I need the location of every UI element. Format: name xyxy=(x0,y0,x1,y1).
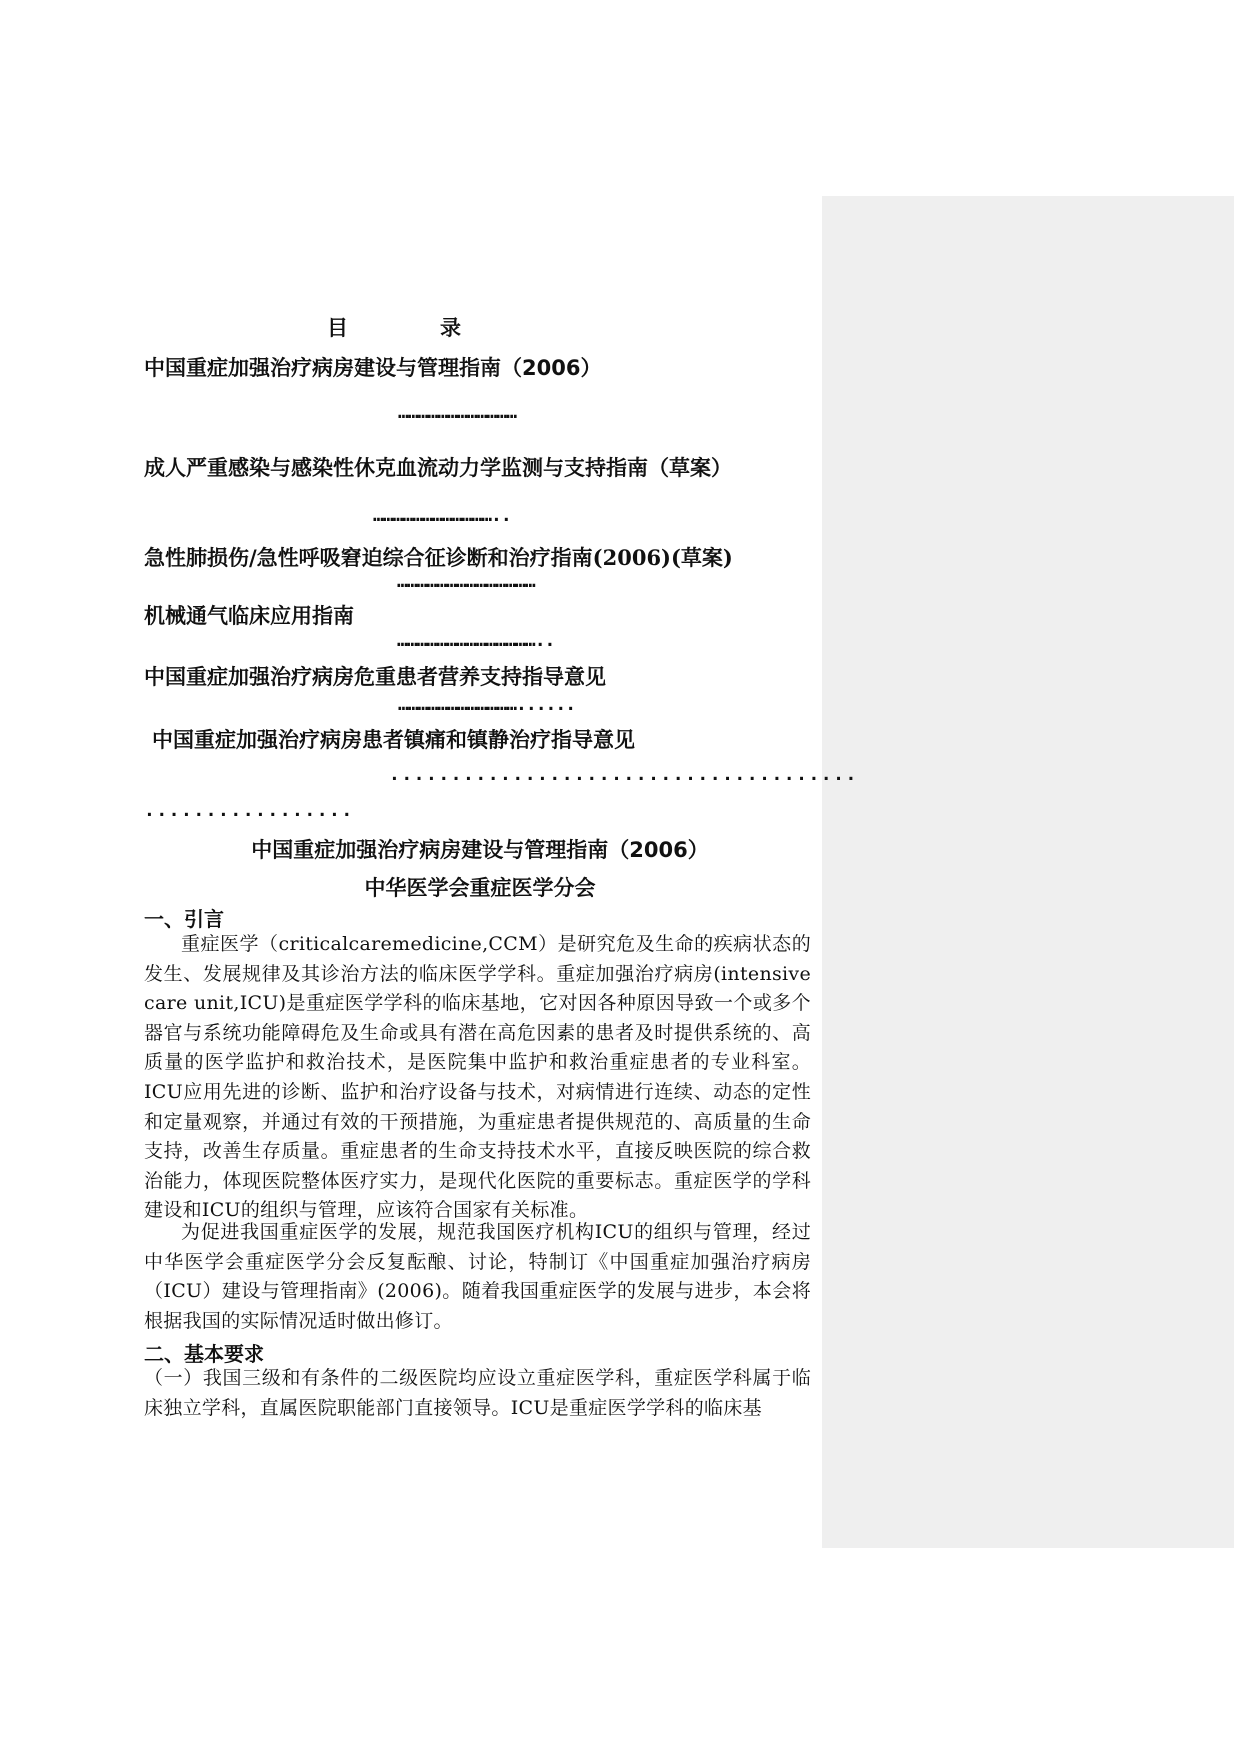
toc-entry-leader: ...................................... xyxy=(389,764,858,785)
toc-entry-leader: ……………………………….. xyxy=(373,505,511,526)
paragraph-intro-1: 重症医学（criticalcaremedicine,CCM）是研究危及生命的疾病状态的发生、发展规律及其诊治方法的临床医学学科。重症加强治疗病房(intensive care unit,ICU)是重症医学学科的临床基地，它对因各种原因导致一个或多个器官与系统功能障碍危及生命或具有潜在高危因素的患者及时提供系统的、高质量的医学监护和救治技术，是医院集中监护和救治重症患者的专业科室。ICU应用先进的诊断、监护和治疗设备与技术，对病情进行连续、动态的定性和定量观察，并通过有效的干预措施，为重症患者提供规范的、高质量的生命支持，改善生存质量。重症患者的生命支持技术水平，直接反映医院的综合救治能力，体现医院整体医疗实力，是现代化医院的重要标志。重症医学的学科建设和ICU的组织与管理，应该符合国家有关标准。 xyxy=(144,933,811,1222)
toc-entry-leader: ………………………………...... xyxy=(398,694,576,715)
paragraph-intro-2: 为促进我国重症医学的发展，规范我国医疗机构ICU的组织与管理，经过中华医学会重症医学分会反复酝酿、讨论，特制订《中国重症加强治疗病房（ICU）建设与管理指南》(2006)。随着我国重症医学的发展与进步，本会将根据我国的实际情况适时做出修订。 xyxy=(144,1221,811,1332)
paragraph-basic-1: （一）我国三级和有条件的二级医院均应设立重症医学科，重症医学科属于临床独立学科，直属医院职能部门直接领导。ICU是重症医学学科的临床基 xyxy=(144,1367,811,1419)
document-author: 中华医学会重症医学分会 xyxy=(364,876,596,900)
toc-heading xyxy=(144,312,644,342)
section-heading-intro: 一、引言 xyxy=(144,907,224,931)
toc-entry-leader-continued: ................. xyxy=(144,800,354,821)
toc-entry-leader: …………………………………….. xyxy=(397,630,555,651)
comment-margin-pane xyxy=(822,196,1234,1548)
toc-entry-title[interactable]: 中国重症加强治疗病房患者镇痛和镇静治疗指导意见 xyxy=(152,728,635,752)
toc-entry-leader: ……………………………… xyxy=(398,402,517,423)
toc-heading-right: 录 xyxy=(440,316,461,340)
toc-entry-leader: …………………………………… xyxy=(397,571,535,592)
toc-heading-left: 目 xyxy=(327,316,348,340)
toc-entry-title[interactable]: 中国重症加强治疗病房建设与管理指南（2006） xyxy=(144,356,602,380)
toc-entry-title[interactable]: 成人严重感染与感染性休克血流动力学监测与支持指南（草案） xyxy=(144,456,732,480)
toc-entry-title[interactable]: 中国重症加强治疗病房危重患者营养支持指导意见 xyxy=(144,665,606,689)
document-title: 中国重症加强治疗病房建设与管理指南（2006） xyxy=(251,838,709,862)
toc-entry-title[interactable]: 机械通气临床应用指南 xyxy=(144,604,354,628)
section-heading-basic: 二、基本要求 xyxy=(144,1342,264,1366)
toc-entry-title[interactable]: 急性肺损伤/急性呼吸窘迫综合征诊断和治疗指南(2006)(草案) xyxy=(144,545,733,570)
